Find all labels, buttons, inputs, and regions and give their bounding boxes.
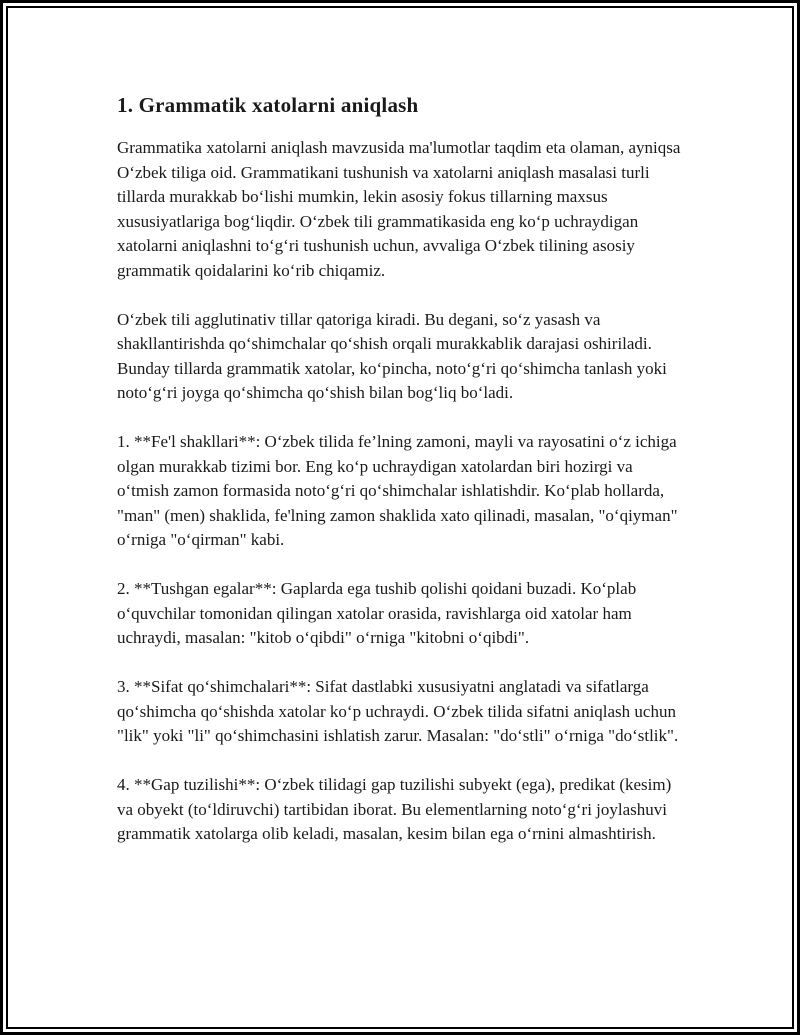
document-heading: 1. Grammatik xatolarni aniqlash [117, 93, 419, 117]
paragraph-item-2-dropped-subjects: 2. **Tushgan egalar**: Gaplarda ega tushib qolishi qoidani buzadi. Ko‘plab o‘quvchilar tomonidan qilingan xatolar orasida, ravishlarga oid xatolar ham uchraydi, masalan: "kitob o‘qibdi" o‘rniga "kitobni o‘qibdi". [117, 579, 637, 647]
paragraph-intro: Grammatika xatolarni aniqlash mavzusida ma'lumotlar taqdim eta olaman, ayniqsa O‘zbek tiliga oid. Grammatikani tushunish va xatolarni aniqlash masalasi turli tillarda murakkab bo‘lishi mumkin, lekin asosiy fokus tillarning maxsus xususiyatlariga bog‘liqdir. O‘zbek tili grammatikasida eng ko‘p uchraydigan xatolarni aniqlashni to‘g‘ri tushunish uchun, avvaliga O‘zbek tilining asosiy grammatik qoidalarini ko‘rib chiqamiz. [117, 138, 681, 280]
paragraph-item-3-adjective-suffixes: 3. **Sifat qo‘shimchalari**: Sifat dastlabki xususiyatni anglatadi va sifatlarga qo‘shimcha qo‘shishda xatolar ko‘p uchraydi. O‘zbek tilida sifatni aniqlash uchun "lik" yoki "li" qo‘shimchasini ishlatish zarur. Masalan: "do‘stli" o‘rniga "do‘stlik". [117, 677, 679, 745]
paragraph-item-4-sentence-structure: 4. **Gap tuzilishi**: O‘zbek tilidagi gap tuzilishi subyekt (ega), predikat (kesim) va obyekt (to‘ldiruvchi) tartibidan iborat. Bu elementlarning noto‘g‘ri joylashuvi grammatik xatolarga olib keladi, masalan, kesim bilan ega o‘rnini almashtirish. [117, 775, 672, 843]
paragraph-agglutinative: O‘zbek tili agglutinativ tillar qatoriga kiradi. Bu degani, so‘z yasash va shakllantirishda qo‘shimchalar qo‘shish orqali murakkablik darajasi oshiriladi. Bunday tillarda grammatik xatolar, ko‘pincha, noto‘g‘ri qo‘shimcha tanlash yoki noto‘g‘ri joyga qo‘shimcha qo‘shish bilan bog‘liq bo‘ladi. [117, 309, 667, 402]
page-inner-border [6, 6, 794, 1029]
paragraph-item-1-verb-forms: 1. **Fe'l shakllari**: O‘zbek tilida fe’lning zamoni, mayli va rayosatini o‘z ichiga olgan murakkab tizimi bor. Eng ko‘p uchraydigan xatolardan biri hozirgi va o‘tmish zamon formasida noto‘g‘ri qo‘shimchalar ishlatishdir. Ko‘plab hollarda, "man" (men) shaklida, fe'lning zamon shaklida xato qilinadi, masalan, "o‘qiyman" o‘rniga "o‘qirman" kabi. [117, 432, 678, 549]
document-content [8, 8, 792, 847]
